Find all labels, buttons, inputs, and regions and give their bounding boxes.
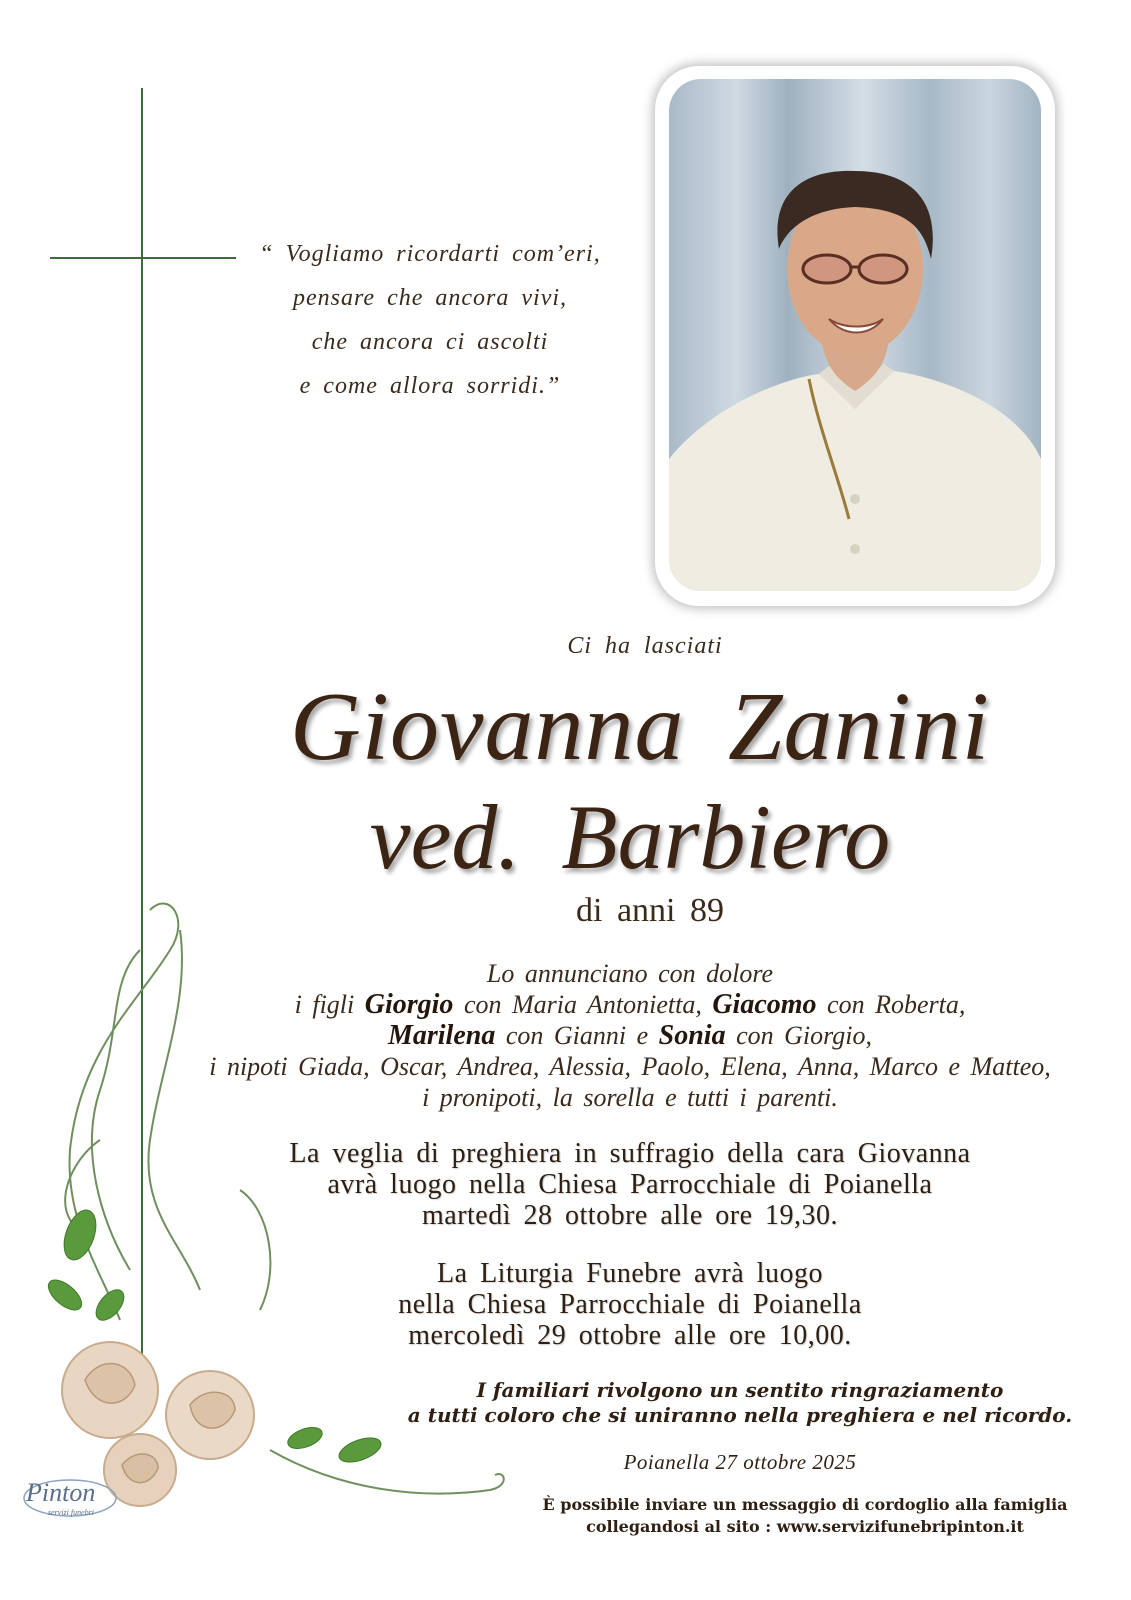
thanks-line: a tutti coloro che si uniranno nella preghiera e nel ricordo. bbox=[407, 1403, 1073, 1427]
quote-line: e come allora sorridi.” bbox=[299, 373, 561, 399]
vigil-line: martedì 28 ottobre alle ore 19,30. bbox=[422, 1200, 838, 1231]
deceased-age: di anni 89 bbox=[576, 892, 724, 929]
funeral-line: La Liturgia Funebre avrà luogo bbox=[437, 1258, 823, 1289]
quote-line: “ Vogliamo ricordarti com’eri, bbox=[259, 241, 601, 267]
funeral-line: nella Chiesa Parrocchiale di Poianella bbox=[398, 1289, 862, 1320]
portrait-illustration bbox=[669, 79, 1041, 591]
place-date: Poianella 27 ottobre 2025 bbox=[623, 1450, 857, 1474]
announcement-line: i pronipoti, la sorella e tutti i parenti. bbox=[422, 1083, 838, 1112]
quote-line: che ancora ci ascolti bbox=[311, 329, 549, 355]
footer-website-line: collegandosi al sito : www.servizifunebripinton.it bbox=[586, 1517, 1024, 1536]
family-thanks bbox=[380, 1378, 1100, 1428]
memorial-quote bbox=[250, 232, 610, 408]
deceased-married-name: ved. Barbiero bbox=[369, 786, 891, 888]
funeral-line: mercoledì 29 ottobre alle ore 10,00. bbox=[408, 1320, 852, 1351]
announcement-line: i nipoti Giada, Oscar, Andrea, Alessia, Paolo, Elena, Anna, Marco e Matteo, bbox=[209, 1052, 1051, 1081]
portrait-photo bbox=[669, 79, 1041, 591]
text-fragment: con Maria Antonietta, bbox=[453, 990, 713, 1019]
text-fragment: i figli bbox=[294, 990, 365, 1019]
logo-subtitle: servizi funebri bbox=[48, 1508, 94, 1517]
announcement-line-children bbox=[160, 989, 1100, 1020]
logo-name: Pinton bbox=[26, 1478, 96, 1507]
child-name: Giacomo bbox=[712, 989, 817, 1020]
vigil-line: La veglia di preghiera in suffragio della cara Giovanna bbox=[289, 1138, 971, 1169]
child-name: Marilena bbox=[387, 1020, 496, 1051]
announcement-line-children bbox=[160, 1020, 1100, 1051]
cross-horizontal-bar bbox=[50, 257, 236, 259]
deceased-name: Giovanna Zanini bbox=[290, 673, 990, 781]
text-fragment: con Gianni e bbox=[495, 1021, 659, 1050]
footer-line: È possibile inviare un messaggio di cordoglio alla famiglia bbox=[542, 1495, 1068, 1514]
condolence-footer bbox=[480, 1494, 1130, 1538]
pinton-logo bbox=[20, 1474, 120, 1522]
quote-line: pensare che ancora vivi, bbox=[292, 285, 568, 311]
vigil-line: avrà luogo nella Chiesa Parrocchiale di Poianella bbox=[327, 1169, 933, 1200]
text-fragment: con Roberta, bbox=[816, 990, 966, 1019]
thanks-line: I familiari rivolgono un sentito ringraziamento bbox=[476, 1378, 1004, 1402]
family-announcement bbox=[160, 958, 1100, 1113]
child-name: Giorgio bbox=[364, 989, 454, 1020]
text-fragment: con Giorgio, bbox=[725, 1021, 873, 1050]
child-name: Sonia bbox=[658, 1020, 726, 1051]
intro-text: Ci ha lasciati bbox=[567, 633, 723, 659]
funeral-info bbox=[300, 1258, 960, 1351]
announcement-line: Lo annunciano con dolore bbox=[486, 959, 774, 988]
vigil-info bbox=[230, 1138, 1030, 1231]
